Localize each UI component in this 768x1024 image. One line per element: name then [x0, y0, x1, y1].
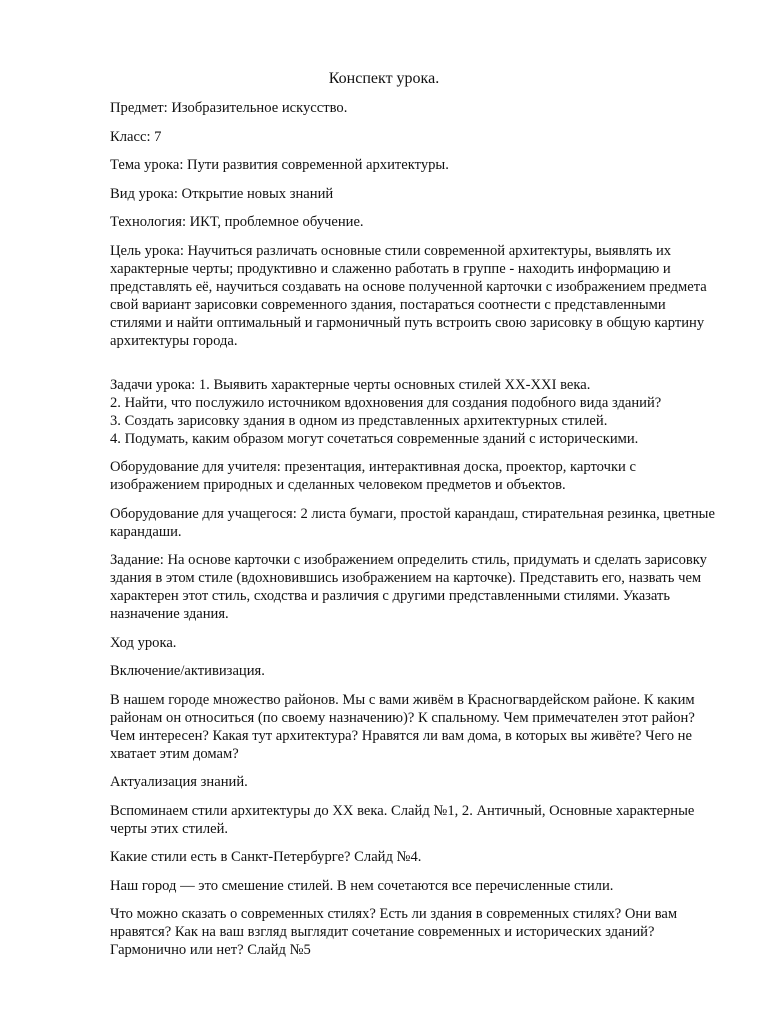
styles-recall-paragraph: Вспоминаем стили архитектуры до XX века. Слайд №1, 2. Античный, Основные характерные черты этих стилей.	[110, 802, 695, 837]
document-body	[110, 99, 720, 970]
task-line: 3. Создать зарисовку здания в одном из представленных архитектурных стилей.	[110, 412, 608, 429]
document-title: Конспект урока.	[328, 70, 440, 87]
lesson-type-paragraph: Вид урока: Открытие новых знаний	[110, 185, 334, 202]
subject-paragraph: Предмет: Изобразительное искусство.	[110, 100, 348, 116]
knowledge-update-heading: Актуализация знаний.	[110, 774, 248, 790]
task-line: Задачи урока: 1. Выявить характерные черты основных стилей XX-XXI века.	[110, 376, 591, 393]
technology-paragraph: Технология: ИКТ, проблемное обучение.	[110, 214, 364, 230]
teacher-equipment-paragraph: Оборудование для учителя: презентация, интерактивная доска, проектор, карточки с изображением природных и сделанных человеком предметов и объектов.	[110, 459, 636, 493]
task-line: 4. Подумать, каким образом могут сочетаться современные зданий с историческими.	[110, 430, 639, 447]
city-mix-paragraph: Наш город — это смешение стилей. В нем сочетаются все перечисленные стили.	[110, 877, 614, 894]
task-line: 2. Найти, что послужило источником вдохновения для создания подобного вида зданий?	[110, 394, 662, 411]
assignment-paragraph: Задание: На основе карточки с изображением определить стиль, придумать и сделать зарисовку здания в этом стиле (вдохновившись изображением на карточке). Представить его, назвать чем характерен этот стиль, сходства и различия с другими представленными стилями. Указать назначение здания.	[110, 552, 707, 622]
class-paragraph: Класс: 7	[110, 128, 162, 145]
goal-paragraph: Цель урока: Научиться различать основные стили современной архитектуры, выявлять их характерные черты; продуктивно и слаженно работать в группе - находить информацию и представлять её, научиться создавать на основе полученной карточки с изображением предмета свой вариант зарисовки современного здания, постараться соотнести с представленными стилями и найти оптимальный и гармоничный путь встроить свою зарисовку в общую картину архитектуры города.	[110, 242, 707, 349]
activation-heading: Включение/активизация.	[110, 663, 265, 679]
lesson-progress-heading: Ход урока.	[110, 634, 177, 651]
topic-paragraph: Тема урока: Пути развития современной архитектуры.	[110, 157, 449, 173]
tasks-paragraph	[110, 376, 720, 448]
spb-styles-paragraph: Какие стили есть в Санкт-Петербурге? Слайд №4.	[110, 849, 422, 865]
student-equipment-paragraph: Оборудование для учащегося: 2 листа бумаги, простой карандаш, стирательная резинка, цветные карандаши.	[110, 505, 715, 540]
modern-styles-paragraph: Что можно сказать о современных стилях? Есть ли здания в современных стилях? Они вам нравятся? Как на ваш взгляд выглядит сочетание современных и исторических зданий? Гармонично или нет? Слайд №5	[110, 906, 678, 958]
district-paragraph: В нашем городе множество районов. Мы с вами живём в Красногвардейском районе. К каким районам он относиться (по своему назначению)? К спальному. Чем примечателен этот район? Чем интересен? Какая тут архитектура? Нравятся ли вам дома, в которых вы живёте? Чего не хватает этим домам?	[110, 691, 695, 762]
